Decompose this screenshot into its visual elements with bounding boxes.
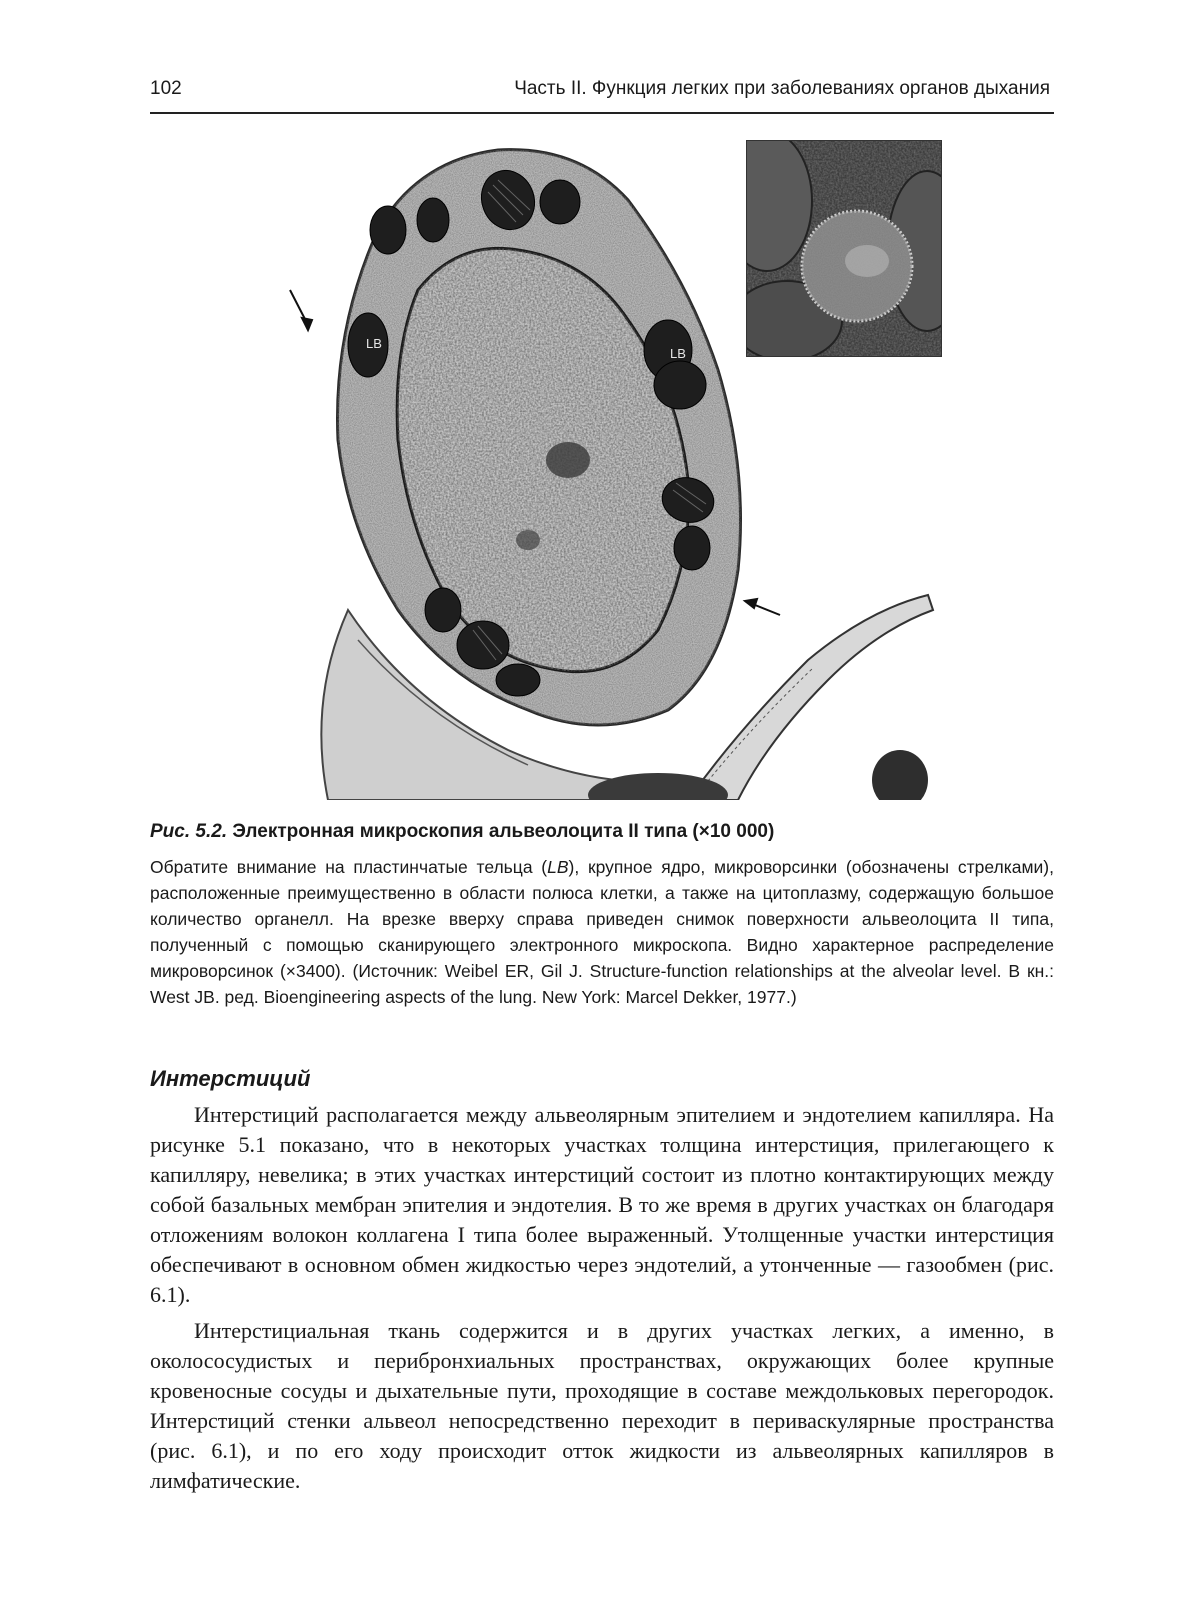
arrow-icon (745, 599, 780, 615)
running-header (150, 72, 1054, 114)
page-number: 102 (150, 78, 182, 99)
caption-body (150, 854, 1054, 1010)
section-heading: Интерстиций (150, 1066, 311, 1091)
figure-label: Рис. 5.2. (150, 821, 228, 842)
lb-label: LB (366, 336, 382, 351)
caption-title-text: Электронная микроскопия альвеолоцита II типа (×10 000) (232, 821, 775, 842)
arrow-icon (290, 290, 312, 330)
running-head-title: Часть II. Функция легких при заболеваниях органов дыхания (514, 78, 1050, 99)
caption-title (150, 818, 1054, 846)
caption-body-start: Обратите внимание на пластинчатые тельца ( (150, 857, 548, 877)
paragraph: Интерстициальная ткань содержится и в других участках легких, а именно, в околососудистых и перибронхиальных пространствах, окружающих более крупные кровеносные сосуды и дыхательные пути, проходящие в составе междольковых перегородок. Интерстиций стенки альвеол непосредственно переходит в периваскулярные пространства (рис. 6.1), и по его ходу происходит отток жидкости из альвеолярных капилляров в лимфатические. (150, 1318, 1054, 1493)
caption-body-rest: ), крупное ядро, микроворсинки (обозначены стрелками), расположенные преимущественно в области полюса клетки, а также на цитоплазму, содержащую большое количество органелл. На врезке вверху справа приведен снимок поверхности альвеолоцита II типа, полученный с помощью сканирующего электронного микроскопа. Видно характерное распределение микроворсинок (×3400). (Источник: Weibel ER, Gil J. Structure-function relationships at the alveolar level. В кн.: West JB. ред. Bioengineering aspects of the lung. New York: Marcel Dekker, 1977.) (150, 857, 1054, 1007)
figure-caption (150, 818, 1054, 1010)
caption-lb-term: LB (547, 857, 569, 877)
figure-5-2 (268, 140, 958, 800)
scanning-micrograph-inset (746, 140, 942, 357)
lb-label: LB (670, 346, 686, 361)
section-body (150, 1100, 1054, 1496)
paragraph: Интерстиций располагается между альвеолярным эпителием и эндотелием капилляра. На рисунке 5.1 показано, что в некоторых участках толщина интерстиция, прилегающего к капилляру, невелика; в этих участках интерстиций состоит из плотно контактирующих между собой базальных мембран эпителия и эндотелия. В то же время в других участках он благодаря отложениям волокон коллагена I типа более выраженный. Утолщенные участки интерстиция обеспечивают в основном обмен жидкостью через эндотелий, а утонченные — газообмен (рис. 6.1). (150, 1102, 1054, 1307)
